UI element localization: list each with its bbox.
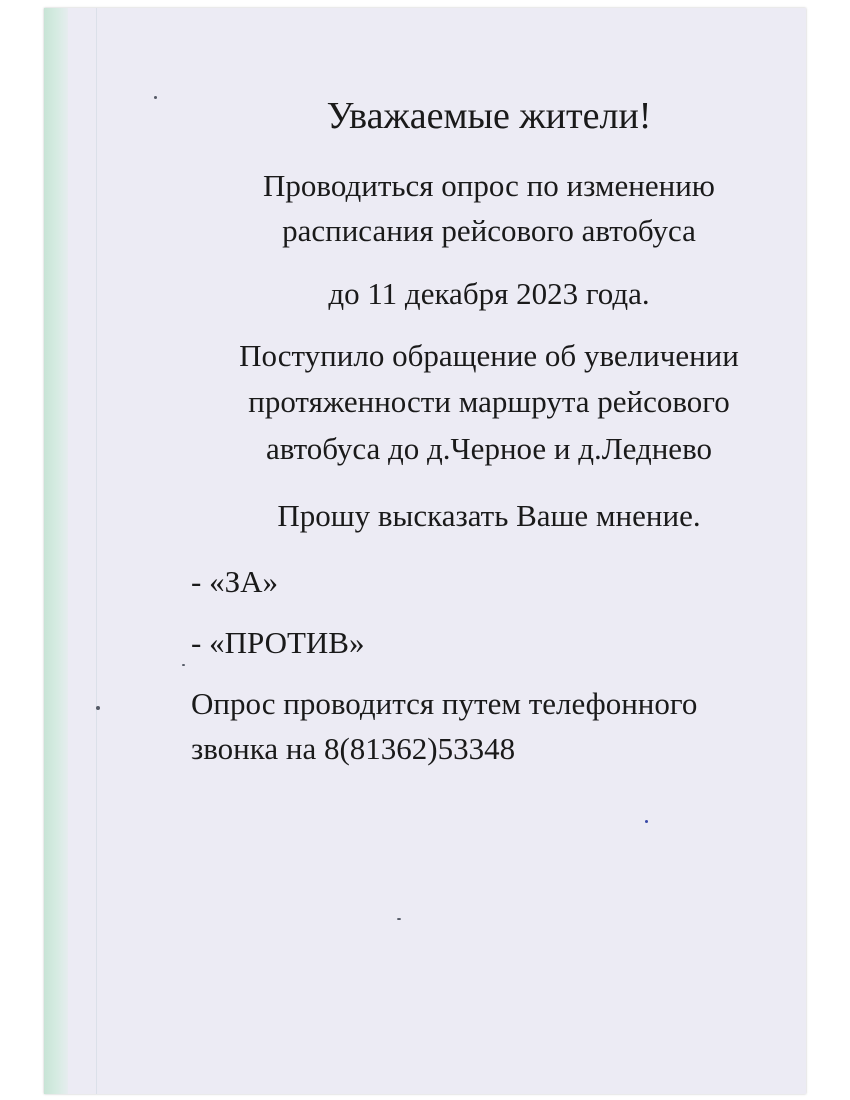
survey-line-2: расписания рейсового автобуса	[282, 213, 696, 248]
notice-title: Уважаемые жители!	[326, 95, 652, 137]
scan-speck	[182, 664, 185, 666]
request-line-2: протяженности маршрута рейсового	[248, 384, 730, 419]
request-line-3: автобуса до д.Черное и д.Леднево	[265, 431, 712, 466]
scan-edge-line	[96, 8, 97, 1094]
scan-speck	[154, 96, 157, 99]
scan-speck	[96, 706, 100, 710]
scan-speck	[397, 918, 401, 920]
scan-edge-strip	[44, 8, 68, 1094]
survey-line-1: Проводиться опрос по изменению	[263, 168, 715, 203]
method-line-2: звонка на 8(81362)53348	[191, 731, 516, 766]
paper-sheet	[44, 8, 806, 1094]
deadline-line: до 11 декабря 2023 года.	[328, 276, 650, 311]
method-line-1: Опрос проводится путем телефонного	[191, 686, 698, 721]
option-against: - «ПРОТИВ»	[191, 625, 365, 660]
option-for: - «ЗА»	[191, 564, 278, 599]
scan-speck	[645, 820, 648, 823]
ask-opinion-line: Прошу высказать Ваше мнение.	[277, 498, 701, 533]
request-line-1: Поступило обращение об увеличении	[239, 338, 739, 373]
